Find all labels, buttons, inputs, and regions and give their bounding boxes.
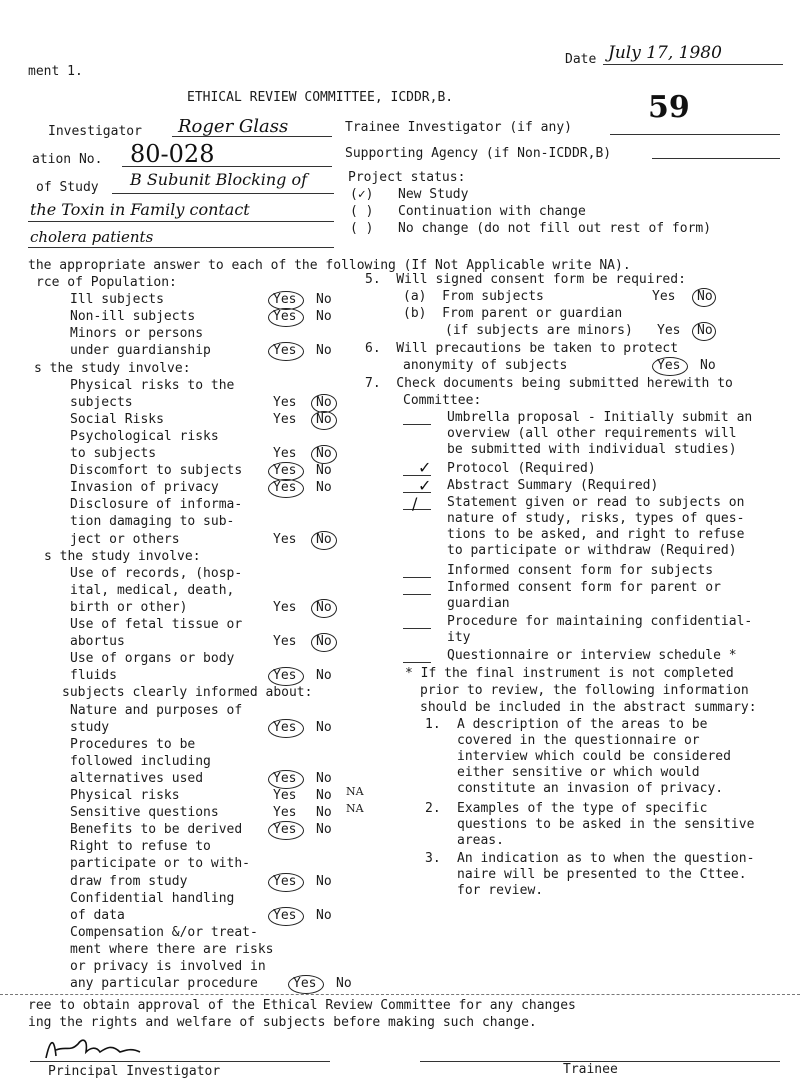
note-text: An indication as to when the question- naire will be presented to the Cttee. for review. [457,851,755,899]
yes-circle [268,479,304,498]
no-circle [311,633,337,652]
title-line-2: the Toxin in Family contact [30,200,250,219]
answer-yes: Yes [273,599,297,615]
note-text: Examples of the type of specific questions to be asked in the sensitive areas. [457,800,755,848]
answer-yes: Yes [273,343,297,359]
answer-yes: Yes [273,480,297,496]
answer-no: No [316,873,332,889]
answer-yes: Yes [273,668,297,684]
status-mark: ( ) [350,221,374,236]
document-label: Statement given or read to subjects on nature of study, risks, types of ques- tions to be asked, and right to refuse to participate or withdraw (Required) [447,495,745,558]
question-text: Physical risks [70,788,180,803]
question-text: or privacy is involved in [70,959,266,974]
document-label: Procedure for maintaining confidential- ity [447,614,753,645]
date-rule [603,64,783,65]
application-value: 80-028 [130,140,215,168]
q6-no: No [700,358,716,373]
question-text: Sensitive questions [70,805,219,821]
q6-circle [652,357,688,376]
question-text: Compensation &/or treat- [70,924,258,940]
statement-check-icon: / [412,494,418,513]
date-value: July 17, 1980 [608,43,722,63]
title-rule-3 [28,247,334,248]
note-text: A description of the areas to be covered in the questionnaire or interview which could be considered either sensitive or which would constitute an invasion of privacy. [457,717,731,796]
question-text: of data [70,907,125,923]
answer-no: No [316,805,332,821]
note-number: 2. [425,800,441,816]
question-text: Confidential handling [70,890,235,906]
agency-rule [652,158,780,159]
answer-no: No [336,976,352,992]
q5b-yes: Yes [657,323,681,338]
question-text: Use of organs or body [70,651,235,667]
yes-circle [268,308,304,327]
title-line-1: B Subunit Blocking of [130,170,308,189]
q5a-no: No [697,289,713,304]
q5a-yes: Yes [652,289,676,304]
answer-no: No [316,668,332,684]
question-text: rce of Population: [36,275,177,290]
note-number: 3. [425,851,441,867]
pi-label: Investigator [48,124,142,139]
agreement-line-1: ree to obtain approval of the Ethical Review Committee for any changes [28,998,576,1013]
trainee-label: Trainee Investigator (if any) [345,120,572,135]
question-text: subjects [70,394,133,410]
question-text: Social Risks [70,411,164,427]
question-text: study [70,719,110,735]
answer-yes: Yes [273,292,297,308]
question-text: Nature and purposes of [70,702,243,718]
answer-no: No [316,446,332,461]
footnote-line-3: should be included in the abstract summary: [420,700,757,715]
yes-circle [268,821,304,840]
answer-yes: Yes [273,531,297,547]
status-mark: (✓) [350,187,374,202]
status-option-label: New Study [398,187,469,202]
question-text: any particular procedure [70,976,258,992]
question-text: birth or other) [70,599,188,615]
q5b-label-1: (b) From parent or guardian [403,306,623,321]
q5-label: 5. Will signed consent form be required: [365,272,686,287]
question-text: alternatives used [70,770,204,786]
answer-no: No [316,292,332,308]
yes-circle [268,770,304,789]
question-text: to subjects [70,446,157,461]
question-text: ject or others [70,531,180,547]
question-text: Disclosure of informa- [70,497,243,513]
question-text: under guardianship [70,343,211,359]
answer-yes: Yes [273,394,297,410]
no-circle [311,445,337,464]
agreement-line-2: ing the rights and welfare of subjects before making such change. [28,1015,537,1030]
pi-signature-label: Principal Investigator [48,1064,221,1079]
title-rule-2 [28,221,334,222]
yes-circle [268,719,304,738]
yes-circle [268,907,304,926]
q6-label-2: anonymity of subjects [403,358,568,373]
footnote-line-2: prior to review, the following information [420,683,749,698]
answer-no: No [316,599,332,615]
yes-circle [288,975,324,994]
trainee-signature-label: Trainee [563,1062,618,1077]
status-option-label: No change (do not fill out rest of form) [398,221,712,236]
question-text: fluids [70,668,117,684]
footnote-line-1: * If the final instrument is not completed [405,666,734,681]
no-circle [311,599,337,618]
question-text: Use of records, (hosp- [70,565,243,581]
no-circle [311,531,337,550]
document-label: Questionnaire or interview schedule * [447,648,737,663]
q6-label-1: 6. Will precautions be taken to protect [365,341,679,356]
pi-signature [40,1030,150,1064]
answer-no: No [316,411,332,427]
question-text: tion damaging to sub- [70,514,235,530]
answer-no: No [316,770,332,786]
document-label: Informed consent form for parent or guardian [447,580,721,611]
answer-yes: Yes [273,411,297,427]
na-note: NA [346,802,364,816]
question-text: Physical risks to the [70,377,235,393]
question-text: Use of fetal tissue or [70,617,243,632]
document-checkbox [403,577,431,578]
q7-label-1: 7. Check documents being submitted herewith to [365,376,733,391]
na-note: NA [346,785,364,798]
question-text: s the study involve: [34,360,191,376]
answer-no: No [316,788,332,803]
question-text: Invasion of privacy [70,480,219,496]
document-checkbox [403,628,431,629]
application-rule [122,166,332,167]
yes-circle [268,342,304,361]
answer-no: No [316,907,332,923]
question-text: Psychological risks [70,428,219,444]
question-text: Benefits to be derived [70,822,243,838]
document-label: Protocol (Required) [447,461,596,476]
title-label: of Study [36,180,99,195]
title-rule-1 [112,193,334,194]
question-text: draw from study [70,873,188,889]
project-status-label: Project status: [348,170,466,185]
document-checkbox [403,662,431,663]
q5a-label: (a) From subjects [403,289,544,304]
footer-divider [0,994,800,995]
committee-title: ETHICAL REVIEW COMMITTEE, ICDDR,B. [187,90,454,105]
answer-no: No [316,309,332,325]
abstract-check-icon: ✓ [418,476,432,495]
document-checkbox [403,594,431,595]
question-text: ital, medical, death, [70,582,235,598]
protocol-check-icon: ✓ [418,458,432,477]
status-mark: ( ) [350,204,374,219]
note-number: 1. [425,717,441,732]
q5b-no: No [697,323,713,338]
answer-yes: Yes [273,770,297,786]
question-text: abortus [70,634,125,650]
answer-no: No [316,394,332,410]
trainee-rule [610,134,780,135]
document-label: Informed consent form for subjects [447,563,714,578]
answer-yes: Yes [273,446,297,461]
document-label: Umbrella proposal - Initially submit an overview (all other requirements will be submitted with individual studies) [447,410,753,457]
q6-yes: Yes [657,358,681,373]
title-line-3: cholera patients [30,228,154,246]
instructions: the appropriate answer to each of the following (If Not Applicable write NA). [28,258,631,273]
answer-no: No [316,343,332,359]
answer-yes: Yes [273,873,297,889]
answer-no: No [316,463,332,479]
document-label: Abstract Summary (Required) [447,478,659,493]
question-text: participate or to with- [70,856,251,872]
yes-circle [268,667,304,686]
question-text: Ill subjects [70,292,164,308]
q7-label-2: Committee: [403,393,482,408]
q5b-label-2: (if subjects are minors) [445,323,633,338]
answer-yes: Yes [273,907,297,923]
status-option-label: Continuation with change [398,204,586,219]
question-text: Minors or persons [70,326,204,342]
answer-yes: Yes [293,976,317,992]
answer-no: No [316,480,332,496]
question-text: Procedures to be [70,736,196,752]
q5a-circle [692,288,716,307]
no-circle [311,411,337,430]
question-text: Discomfort to subjects [70,463,243,479]
question-text: Right to refuse to [70,839,211,855]
answer-yes: Yes [273,463,297,479]
stamp-number: 59 [648,90,690,125]
agency-label: Supporting Agency (if Non-ICDDR,B) [345,146,612,161]
document-checkbox [403,424,431,425]
question-text: Non-ill subjects [70,309,196,325]
answer-yes: Yes [273,805,297,821]
attachment-label: ment 1. [28,64,83,79]
answer-no: No [316,531,332,547]
answer-no: No [316,822,332,838]
answer-yes: Yes [273,309,297,325]
pi-value: Roger Glass [178,116,289,137]
q5b-circle [692,322,716,341]
answer-no: No [316,634,332,650]
question-text: ment where there are risks [70,941,274,957]
answer-yes: Yes [273,822,297,838]
yes-circle [268,873,304,892]
question-text: subjects clearly informed about: [62,685,313,701]
answer-yes: Yes [273,719,297,735]
no-circle [311,394,337,413]
answer-no: No [316,719,332,735]
answer-yes: Yes [273,788,297,803]
application-label: ation No. [32,152,103,167]
question-text: followed including [70,753,211,769]
pi-rule [172,136,332,137]
date-label: Date [565,52,597,67]
pi-signature-rule [30,1061,330,1062]
question-text: s the study involve: [44,548,201,564]
answer-yes: Yes [273,634,297,650]
